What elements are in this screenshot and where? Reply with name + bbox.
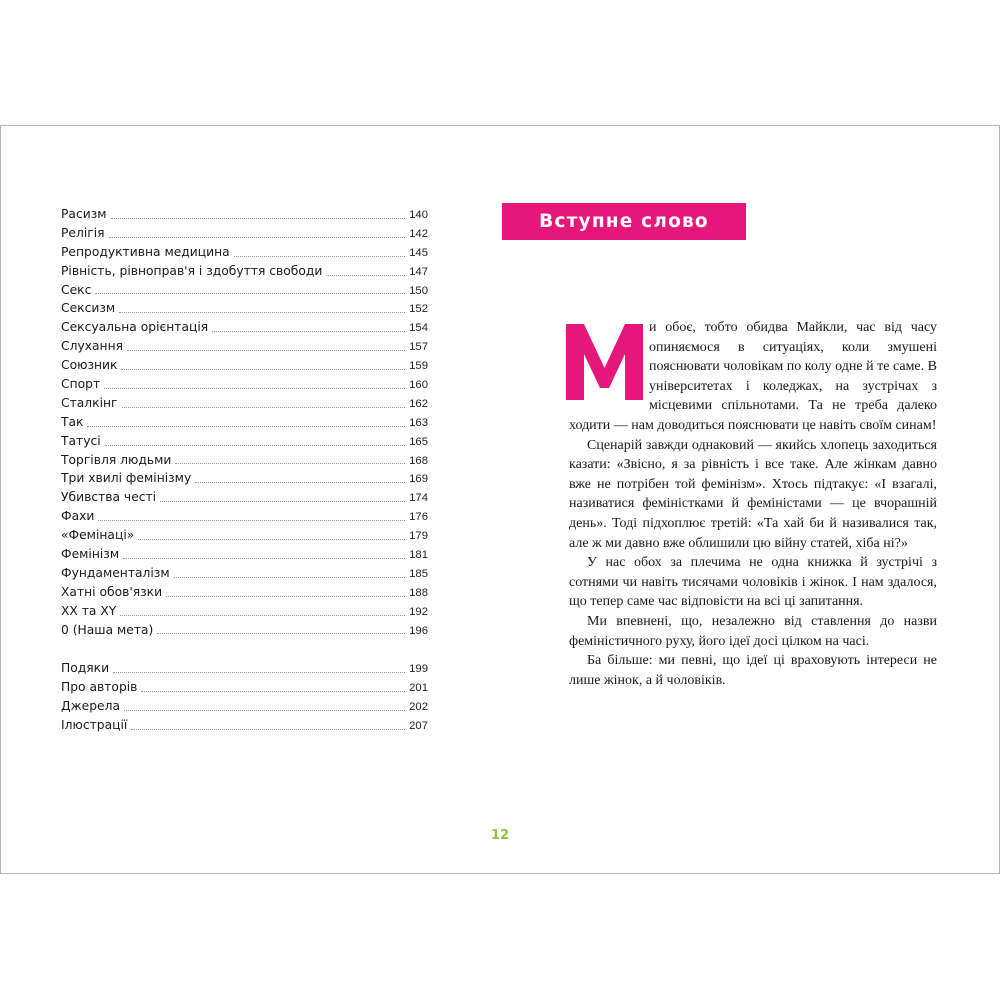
toc-entry-page: 163 [409,416,428,429]
toc-entry-title: Фахи [61,509,95,524]
toc-leader-dots [121,369,405,370]
drop-cap [566,324,643,400]
toc-entry-title: Торгівля людьми [61,452,172,467]
toc-entry-title: Фундаменталізм [61,565,170,580]
toc-leader-dots [195,482,405,483]
toc-entry-page: 140 [409,209,428,221]
toc-leader-dots [123,558,405,559]
toc-entry-page: 169 [409,473,428,486]
toc-entry-title: Джерела [61,699,121,714]
paragraph: Сценарій завжди однаковий — якийсь хлопець заходиться казати: «Звісно, я за рівність і все таке. Але жінкам давно вже не потрібен той фемінізм». Хтось підтакує: «І взагалі, називатися феміністками й феміністами — це вчорашній день». Тоді підхоплює третій: «Та хай би й називалися так, але ж ми давно вже облишили цю війну статей, хіба ні?» [569,437,937,551]
toc-section-gap [61,639,428,659]
toc-entry [61,659,428,678]
toc-entry-page: 160 [409,379,428,392]
toc-entry-page: 176 [409,511,428,524]
toc-entry [61,432,428,451]
toc-entry-title: Подяки [61,661,110,676]
toc-leader-dots [212,331,405,332]
paragraph: Ба більше: ми певні, що ідеї ці враховують інтереси не лише жінок, а й чоловіків. [569,653,937,688]
toc-entry-title: Союзник [61,358,118,373]
toc-entry-title: Расизм [61,207,107,221]
toc-entry-page: 188 [409,586,428,599]
toc-leader-dots [174,577,406,578]
paragraph: Ми впевнені, що, незалежно від ставлення до назви феміністичного руху, його ідеї досі цілком на часі. [569,613,937,649]
toc-entry [61,507,428,526]
toc-entry-page: 196 [409,624,428,637]
toc-leader-dots [109,237,406,238]
toc-entry [61,716,428,735]
toc-entry [61,678,428,697]
toc-entry-page: 154 [409,322,428,335]
toc-entry-title: XX та XY [61,603,117,618]
toc-entry-title: Рівність, рівноправ'я і здобуття свободи [61,263,323,278]
toc-entry-title: Фемінізм [61,547,120,562]
toc-leader-dots [119,312,405,313]
toc-entry-page: 174 [409,492,428,505]
chapter-body [569,318,937,690]
toc-entry-page: 185 [409,567,428,580]
toc-entry-page: 159 [409,360,428,373]
toc-leader-dots [175,463,405,464]
toc-entry-page: 192 [409,605,428,618]
toc-entry-title: Хатні обов'язки [61,584,163,599]
toc-entry-title: «Фемінаці» [61,528,135,543]
toc-leader-dots [141,691,405,692]
toc-entry-title: Про авторів [61,680,138,695]
toc-entry-page: 142 [409,227,428,240]
toc-entry-title: Сексуальна орієнтація [61,320,209,335]
paragraph: У нас обох за плечима не одна книжка й зустрічі з сотнями чи навіть тисячами чоловіків і жінок. І нам здалося, що тепер саме час відповісти на всі ці запитання. [569,555,937,610]
toc-entry [61,224,428,243]
toc-leader-dots [127,350,405,351]
toc-leader-dots [131,729,405,730]
toc-entry-page: 201 [409,682,428,695]
chapter-title-banner [502,203,746,240]
toc-entry-page: 165 [409,435,428,448]
toc-entry-title: 0 (Наша мета) [61,622,154,637]
toc-leader-dots [124,710,405,711]
toc-leader-dots [111,218,406,219]
toc-entry [61,375,428,394]
toc-entry [61,337,428,356]
toc-entry [61,394,428,413]
toc-entry-title: Слухання [61,339,124,354]
toc-entry [61,243,428,262]
toc-entry-page: 145 [409,246,428,259]
toc-entry-title: Сексизм [61,301,116,316]
toc-entry-page: 150 [409,284,428,297]
toc-leader-dots [160,501,405,502]
toc-entry-page: 152 [409,303,428,316]
toc-entry [61,281,428,300]
toc-entry-page: 162 [409,397,428,410]
toc-entry [61,413,428,432]
chapter-title: Вступне слово [539,211,709,232]
toc-entry [61,564,428,583]
toc-entry-title: Сталкінг [61,395,118,410]
toc-leader-dots [120,615,405,616]
toc-leader-dots [138,539,405,540]
toc-leader-dots [87,426,405,427]
toc-entry [61,451,428,470]
toc-entry-page: 181 [409,549,428,562]
toc-leader-dots [105,445,405,446]
toc-leader-dots [98,520,405,521]
toc-entry [61,621,428,640]
toc-leader-dots [234,256,405,257]
toc-leader-dots [122,407,406,408]
toc-entry-title: Три хвилі фемінізму [61,471,192,486]
toc-entry [61,318,428,337]
toc-entry-page: 168 [409,454,428,467]
toc-leader-dots [95,293,405,294]
toc-entry [61,526,428,545]
toc-entry [61,488,428,507]
toc-leader-dots [326,275,405,276]
toc-entry-title: Ілюстрації [61,718,128,733]
toc-leader-dots [157,633,405,634]
toc-entry-page: 207 [409,720,428,733]
page-number: 12 [490,828,510,843]
toc-entry-title: Татусі [61,433,101,448]
toc-leader-dots [166,596,405,597]
toc-entry-title: Репродуктивна медицина [61,244,230,259]
toc-entry [61,299,428,318]
toc-entry [61,262,428,281]
toc-entry-page: 157 [409,341,428,354]
toc-entry [61,469,428,488]
toc-entry [61,697,428,716]
drop-cap-shape [566,324,643,400]
toc-entry [61,356,428,375]
toc-leader-dots [104,388,405,389]
toc-entry [61,602,428,621]
toc-entry-title: Релігія [61,225,105,240]
toc-entry-page: 179 [409,530,428,543]
toc-entry-title: Спорт [61,377,101,392]
toc-entry-page: 199 [409,663,428,676]
toc-entry-page: 147 [409,265,428,278]
paragraph: и обоє, тобто обидва Майкли, час від часу опиняємося в ситуаціях, коли змушені пояснювати чоловікам по колу одне й те саме. В університетах і коледжах, на зустрічах з місцевими спільнотами. Та не треба далеко ходити — нам доводиться пояснювати це навіть своїм синам! [569,320,937,433]
table-of-contents [61,205,428,735]
toc-entry-title: Секс [61,282,92,297]
toc-entry [61,545,428,564]
toc-leader-dots [113,672,405,673]
toc-entry-title: Так [61,414,84,429]
toc-entry [61,205,428,224]
toc-entry-title: Убивства честі [61,490,157,505]
toc-entry [61,583,428,602]
drop-cap-letter [566,324,643,400]
toc-entry-page: 202 [409,701,428,714]
